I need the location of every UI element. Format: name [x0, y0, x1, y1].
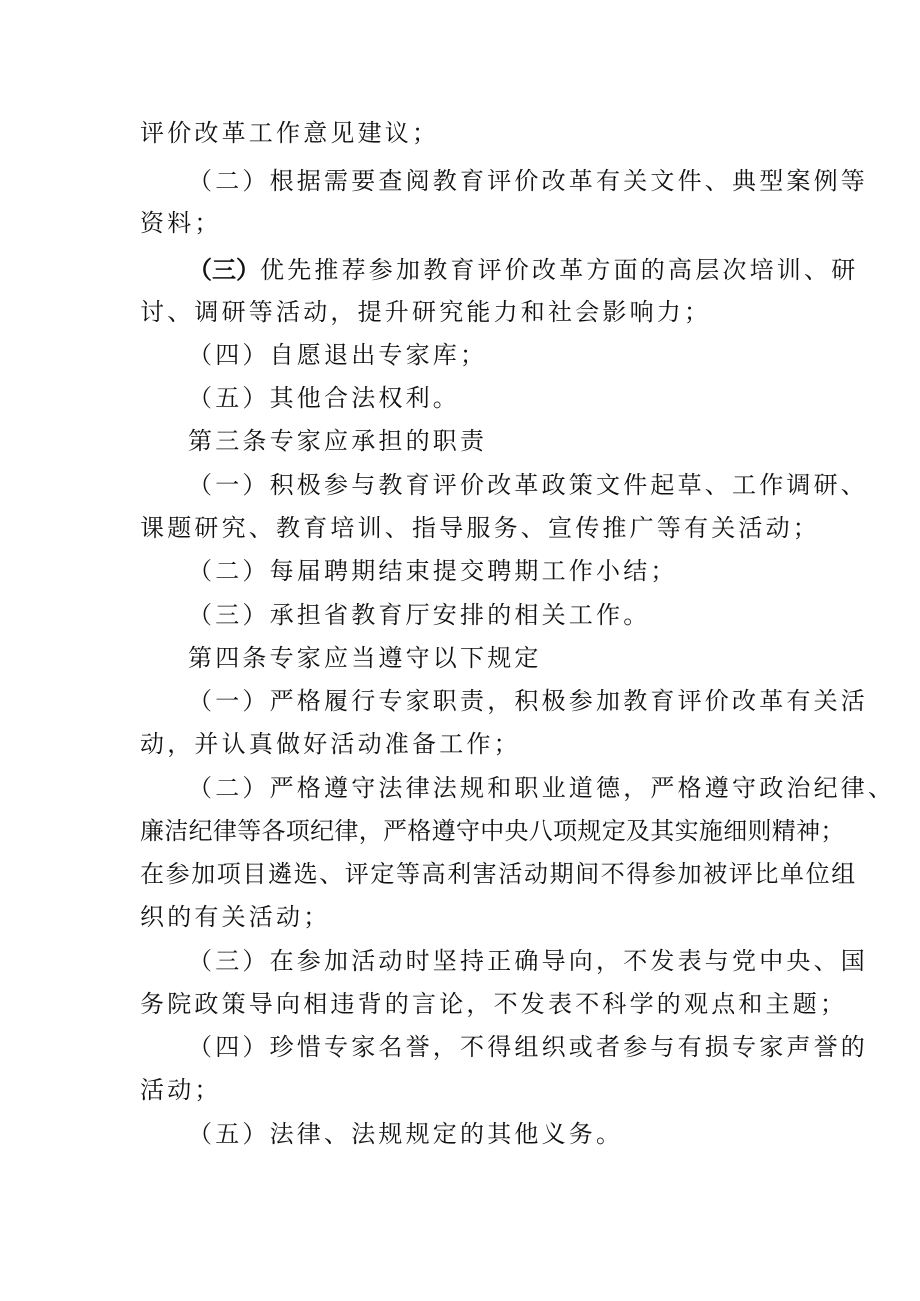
- text-line-23: 活动；: [140, 1076, 222, 1104]
- text-line-11: （二）每届聘期结束提交聘期工作小结；: [188, 557, 678, 585]
- text-line-3: 资料；: [140, 209, 222, 237]
- text-line-9: （一）积极参与教育评价改革政策文件起草、工作调研、: [188, 471, 868, 499]
- text-line-10: 课题研究、教育培训、指导服务、宣传推广等有关活动；: [140, 514, 820, 542]
- text-line-19: 织的有关活动；: [140, 903, 331, 931]
- item-number-3: （三）: [188, 255, 260, 284]
- section-heading-article-4: 第四条专家应当遵守以下规定: [188, 644, 542, 672]
- text-line-4-body: 优先推荐参加教育评价改革方面的高层次培训、研: [260, 256, 859, 284]
- text-line-18: 在参加项目遴选、评定等高利害活动期间不得参加被评比单位组: [140, 860, 857, 888]
- text-line-12: （三）承担省教育厅安排的相关工作。: [188, 601, 651, 629]
- text-line-4: [188, 255, 858, 285]
- text-line-5: 讨、调研等活动，提升研究能力和社会影响力；: [140, 298, 712, 326]
- text-line-7: （五）其他合法权利。: [188, 384, 460, 412]
- text-line-14: （一）严格履行专家职责，积极参加教育评价改革有关活: [188, 687, 868, 715]
- text-line-6: （四）自愿退出专家库；: [188, 341, 488, 369]
- text-line-15: 动，并认真做好活动准备工作；: [140, 730, 521, 758]
- section-heading-article-3: 第三条专家应承担的职责: [188, 427, 488, 455]
- text-line-21: 务院政策导向相违背的言论，不发表不科学的观点和主题；: [140, 990, 848, 1018]
- text-line-22: （四）珍惜专家名誉，不得组织或者参与有损专家声誉的: [188, 1033, 868, 1061]
- text-line-16: （二）严格遵守法律法规和职业道德，严格遵守政治纪律、: [188, 774, 896, 802]
- text-line-24: （五）法律、法规规定的其他义务。: [188, 1120, 624, 1148]
- text-line-20: （三）在参加活动时坚持正确导向，不发表与党中央、国: [188, 947, 868, 975]
- text-line-17: 廉洁纪律等各项纪律，严格遵守中央八项规定及其实施细则精神；: [140, 817, 845, 845]
- text-line-1: 评价改革工作意见建议；: [140, 119, 440, 147]
- text-line-2: （二）根据需要查阅教育评价改革有关文件、典型案例等: [188, 167, 868, 195]
